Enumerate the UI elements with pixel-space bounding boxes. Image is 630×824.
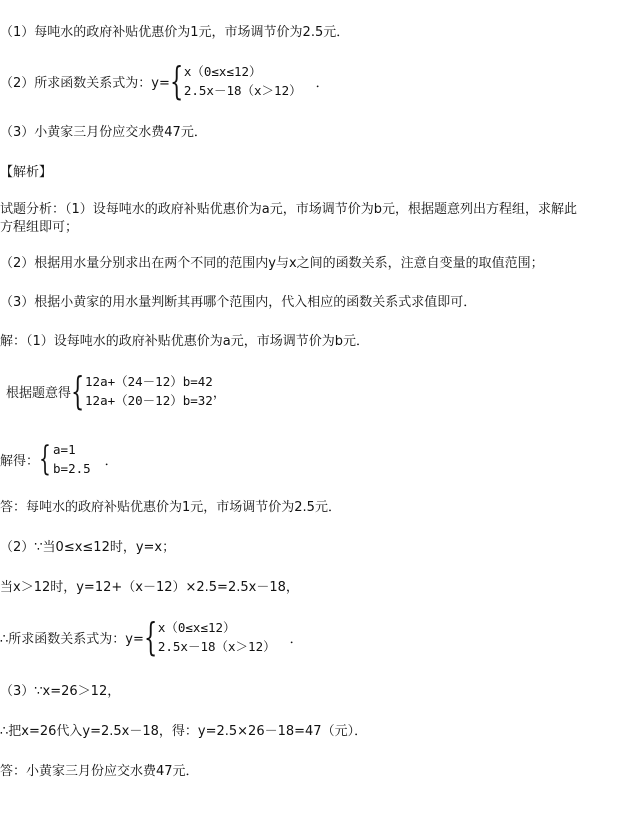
equation-row-2: 12a+（20－12）b=32 bbox=[85, 393, 213, 408]
equation-tail: ， bbox=[212, 385, 226, 401]
part-3-line-2: ∴把x=26代入y=2.5x－18，得：y=2.5×26－18=47（元）． bbox=[0, 724, 368, 739]
answer-piecewise bbox=[0, 59, 329, 103]
answer-part-1: 答：每吨水的政府补贴优惠价为1元，市场调节价为2.5元． bbox=[0, 500, 341, 515]
equation-prefix: 根据题意得 bbox=[6, 385, 72, 401]
analysis-line-1: 试题分析：（1）设每吨水的政府补贴优惠价为a元，市场调节价为b元，根据题意列出方程组，求解此 bbox=[0, 202, 577, 217]
answer-line-3: （3）小黄家三月份应交水费47元． bbox=[0, 125, 207, 140]
analysis-line-2: 方程组即可； bbox=[0, 220, 79, 235]
answer-piecewise-row-2: 2.5x－18（x＞12） bbox=[183, 83, 302, 98]
solution-rows bbox=[53, 440, 91, 478]
solution-prefix: 解得： bbox=[0, 453, 40, 469]
answer-piecewise-rows bbox=[184, 62, 302, 100]
solution-line-1: 解：（1）设每吨水的政府补贴优惠价为a元，市场调节价为b元． bbox=[0, 334, 369, 349]
left-brace: { bbox=[71, 369, 85, 413]
solution-system bbox=[0, 440, 118, 478]
left-brace: { bbox=[169, 59, 184, 103]
part-2-line-1: （2）∵当0≤x≤12时，y=x； bbox=[0, 540, 176, 555]
left-brace: { bbox=[39, 439, 51, 479]
solution-tail: ． bbox=[104, 453, 118, 469]
equation-rows bbox=[85, 372, 213, 410]
part-2-piecewise-row-1: x（0≤x≤12） bbox=[157, 620, 236, 635]
equation-system bbox=[6, 369, 226, 413]
part-2-piecewise-tail: ． bbox=[289, 631, 303, 647]
equation-row-1: 12a+（24－12）b=42 bbox=[85, 374, 213, 389]
answer-part-3: 答：小黄家三月份应交水费47元． bbox=[0, 764, 199, 779]
analysis-line-3: （2）根据用水量分别求出在两个不同的范围内y与x之间的函数关系，注意自变量的取值范围； bbox=[0, 256, 544, 271]
solution-row-1: a=1 bbox=[53, 442, 76, 457]
answer-piecewise-row-1: x（0≤x≤12） bbox=[183, 64, 262, 79]
part-2-piecewise-prefix: ∴所求函数关系式为：y= bbox=[0, 631, 144, 647]
left-brace: { bbox=[143, 615, 158, 659]
part-3-line-1: （3）∵x=26＞12， bbox=[0, 684, 121, 699]
part-2-piecewise-rows bbox=[158, 618, 276, 656]
solution-row-2: b=2.5 bbox=[53, 461, 91, 476]
answer-piecewise-prefix: （2）所求函数关系式为：y= bbox=[0, 75, 170, 91]
analysis-line-4: （3）根据小黄家的用水量判断其再哪个范围内，代入相应的函数关系式求值即可． bbox=[0, 295, 477, 310]
part-2-piecewise bbox=[0, 615, 303, 659]
part-2-line-2: 当x＞12时，y=12+（x－12）×2.5=2.5x－18， bbox=[0, 580, 299, 595]
answer-line-1: （1）每吨水的政府补贴优惠价为1元，市场调节价为2.5元． bbox=[0, 25, 350, 40]
part-2-piecewise-row-2: 2.5x－18（x＞12） bbox=[157, 639, 276, 654]
analysis-heading: 【解析】 bbox=[0, 165, 53, 180]
answer-piecewise-tail: ． bbox=[315, 75, 329, 91]
